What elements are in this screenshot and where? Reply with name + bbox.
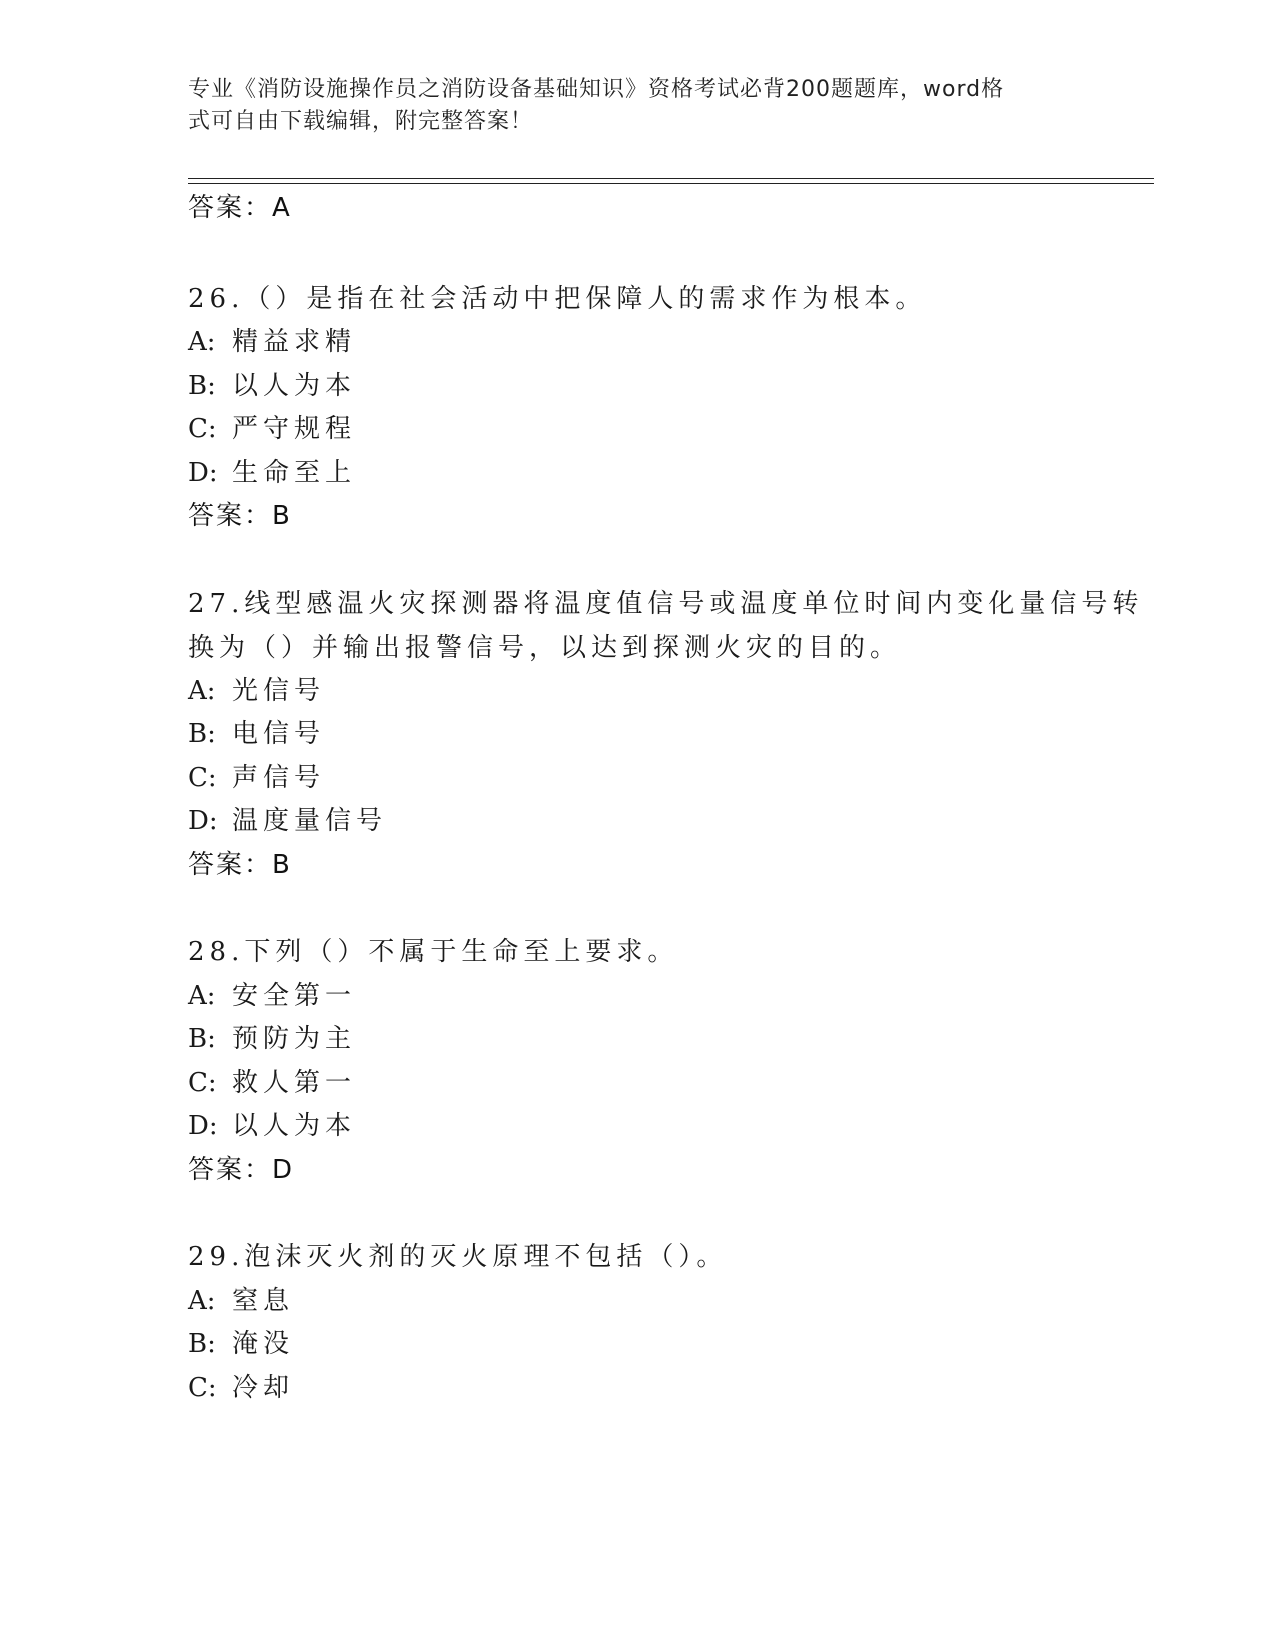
option-text: 声信号 [232,763,326,793]
option-letter: A: [188,1286,216,1316]
question-26-option-a [188,326,356,358]
question-27-option-a [188,675,325,707]
question-28-option-b [188,1023,356,1055]
option-letter: C: [188,1373,217,1403]
option-text: 安全第一 [232,981,357,1011]
question-28-stem: 28.下列（）不属于生命至上要求。 [188,937,679,967]
document-header [188,74,1068,138]
question-27-stem-line-2: 换为（）并输出报警信号，以达到探测火灾的目的。 [188,633,902,663]
option-text: 淹没 [232,1329,295,1359]
question-26-option-b [188,370,356,402]
option-letter: D: [188,1111,218,1141]
option-letter: A: [188,676,216,706]
header-line-1: 专业《消防设施操作员之消防设备基础知识》资格考试必背200题题库，word格 [188,77,1005,102]
option-letter: B: [188,1329,216,1359]
option-text: 以人为本 [232,1111,357,1141]
question-26-option-c [188,413,356,445]
question-29-option-a [188,1285,294,1317]
option-text: 温度量信号 [232,806,388,836]
question-26-answer: 答案：B [188,501,292,531]
question-26-stem: 26.（）是指在社会活动中把保障人的需求作为根本。 [188,284,927,314]
question-28-option-d [188,1110,356,1142]
previous-answer: 答案：A [188,193,292,223]
question-29-option-b [188,1328,294,1360]
question-27-option-d [188,805,387,837]
question-28-option-c [188,1067,356,1099]
option-letter: C: [188,1068,217,1098]
question-29-option-c [188,1372,294,1404]
option-letter: B: [188,719,216,749]
option-text: 以人为本 [232,371,357,401]
option-text: 预防为主 [232,1024,357,1054]
option-text: 窒息 [232,1286,295,1316]
question-27-option-c [188,762,325,794]
option-letter: B: [188,371,216,401]
question-27-option-b [188,718,325,750]
option-letter: A: [188,327,216,357]
question-29-stem: 29.泡沫灭火剂的灭火原理不包括（）。 [188,1242,728,1272]
question-28-option-a [188,980,356,1012]
option-text: 救人第一 [232,1068,357,1098]
option-letter: C: [188,763,217,793]
question-28-answer: 答案：D [188,1155,295,1185]
option-text: 严守规程 [232,414,357,444]
option-text: 精益求精 [232,327,357,357]
option-letter: D: [188,806,218,836]
option-text: 冷却 [232,1373,295,1403]
option-letter: D: [188,458,218,488]
option-letter: B: [188,1024,216,1054]
question-27-answer: 答案：B [188,850,292,880]
option-text: 生命至上 [232,458,357,488]
header-divider-bottom [188,183,1154,184]
option-text: 电信号 [232,719,326,749]
header-line-2: 式可自由下载编辑，附完整答案！ [188,109,534,134]
question-26-option-d [188,457,356,489]
question-27-stem-line-1: 27.线型感温火灾探测器将温度值信号或温度单位时间内变化量信号转 [188,589,1144,619]
header-divider-top [188,178,1154,179]
option-letter: A: [188,981,216,1011]
option-text: 光信号 [232,676,326,706]
option-letter: C: [188,414,217,444]
